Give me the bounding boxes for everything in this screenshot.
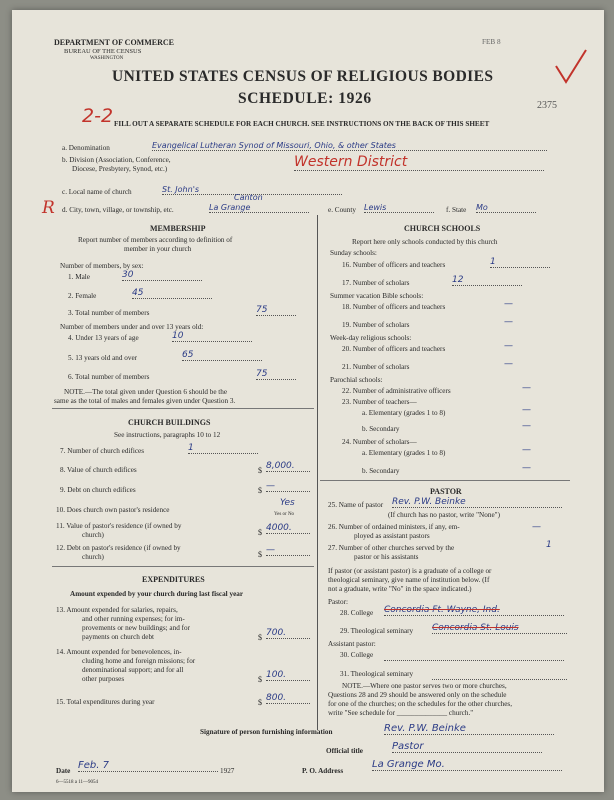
q12-label-2: church) bbox=[82, 553, 104, 561]
state-field[interactable]: Mo bbox=[476, 203, 536, 213]
q10-label: 10. Does church own pastor's residence bbox=[56, 506, 170, 514]
assistant-pastor-label: Assistant pastor: bbox=[328, 640, 376, 648]
residence-debt-field[interactable]: — bbox=[266, 545, 310, 556]
q31-label: 31. Theological seminary bbox=[340, 670, 414, 678]
weekday-scholars-field[interactable]: — bbox=[504, 359, 513, 369]
schools-heading: CHURCH SCHOOLS bbox=[404, 224, 481, 233]
membership-intro-2: member in your church bbox=[124, 245, 192, 253]
expenditures-heading: EXPENDITURES bbox=[142, 575, 205, 584]
divider bbox=[320, 480, 570, 481]
handwritten-annotation: 2-2 bbox=[82, 105, 114, 127]
date-label: Date bbox=[56, 767, 71, 775]
q14-label-3: denominational support; and for all bbox=[82, 666, 184, 674]
schools-intro: Report here only schools conducted by this church bbox=[352, 238, 498, 246]
divider bbox=[52, 566, 314, 567]
q9-label: 9. Debt on church edifices bbox=[60, 486, 136, 494]
instruction-banner: FILL OUT A SEPARATE SCHEDULE FOR EACH CHURCH. SEE INSTRUCTIONS ON THE BACK OF THIS SHEET bbox=[114, 120, 490, 128]
q24-label: 24. Number of scholars— bbox=[342, 438, 417, 446]
elementary-teachers-field[interactable]: — bbox=[522, 405, 531, 415]
local-name-label: c. Local name of church bbox=[62, 188, 132, 196]
pastor-sub-label: Pastor: bbox=[328, 598, 348, 606]
official-title-field[interactable]: Pastor bbox=[392, 741, 542, 753]
q4-label: 4. Under 13 years of age bbox=[68, 334, 139, 342]
owns-residence-field[interactable]: Yes bbox=[280, 498, 295, 508]
summer-schools-label: Summer vacation Bible schools: bbox=[330, 292, 424, 300]
schedule-title: SCHEDULE: 1926 bbox=[238, 90, 372, 107]
washington-label: WASHINGTON bbox=[90, 56, 124, 61]
graduate-instruction-2: theological seminary, give name of institution below. (If bbox=[328, 576, 490, 584]
q28-label: 28. College bbox=[340, 609, 374, 617]
form-title: UNITED STATES CENSUS OF RELIGIOUS BODIES bbox=[112, 68, 494, 85]
q13-label-2: and other running expenses; for im- bbox=[82, 615, 185, 623]
secondary-teachers-field[interactable]: — bbox=[522, 421, 531, 431]
total-expenditures-field[interactable]: 800. bbox=[266, 693, 310, 704]
q14-label-2: cluding home and foreign missions; for bbox=[82, 657, 196, 665]
county-label: e. County bbox=[328, 206, 356, 214]
pastor-note-4: write "See schedule for ______________ church." bbox=[328, 709, 474, 717]
pastor-college-field[interactable]: Concordia Ft. Wayne, Ind. bbox=[384, 605, 564, 616]
other-churches-field[interactable]: 1 bbox=[546, 540, 552, 550]
dollar-sign: $ bbox=[258, 528, 262, 537]
edifices-debt-field[interactable]: — bbox=[266, 481, 310, 492]
q19-label: 19. Number of scholars bbox=[342, 321, 410, 329]
graduate-instruction-3: not a graduate, write "No" in the space indicated.) bbox=[328, 585, 472, 593]
membership-heading: MEMBERSHIP bbox=[150, 224, 206, 233]
assistant-pastors-field[interactable]: — bbox=[532, 522, 541, 532]
q27-label: 27. Number of other churches served by the bbox=[328, 544, 455, 552]
q5-label: 5. 13 years old and over bbox=[68, 354, 138, 362]
q12-label: 12. Debt on pastor's residence (if owned by bbox=[56, 544, 181, 552]
q8-label: 8. Value of church edifices bbox=[60, 466, 137, 474]
po-address-field[interactable]: La Grange Mo. bbox=[372, 759, 562, 771]
q7-label: 7. Number of church edifices bbox=[60, 447, 145, 455]
q29-label: 29. Theological seminary bbox=[340, 627, 414, 635]
pastor-note-2: Questions 28 and 29 should be answered only on the schedule bbox=[328, 691, 507, 699]
running-expenses-field[interactable]: 700. bbox=[266, 628, 310, 639]
assistant-seminary-field[interactable] bbox=[432, 670, 567, 680]
checkmark-red-icon bbox=[552, 48, 592, 88]
state-label: f. State bbox=[446, 206, 467, 214]
bureau-label: BUREAU OF THE CENSUS bbox=[64, 48, 142, 55]
division-label-2: Diocese, Presbytery, Synod, etc.) bbox=[72, 165, 168, 173]
under-13-field[interactable]: 10 bbox=[172, 331, 252, 342]
local-name-field[interactable]: St. John's bbox=[162, 185, 342, 195]
sunday-schools-label: Sunday schools: bbox=[330, 249, 377, 257]
sunday-scholars-field[interactable]: 12 bbox=[452, 275, 522, 286]
q20-label: 20. Number of officers and teachers bbox=[342, 345, 446, 353]
q2-label: 2. Female bbox=[68, 292, 97, 300]
sunday-teachers-field[interactable]: 1 bbox=[490, 257, 550, 268]
signature-field[interactable]: Rev. P.W. Beinke bbox=[384, 723, 554, 735]
dollar-sign: $ bbox=[258, 550, 262, 559]
q25-label: 25. Name of pastor bbox=[328, 501, 384, 509]
edifices-count-field[interactable]: 1 bbox=[188, 443, 258, 454]
buildings-heading: CHURCH BUILDINGS bbox=[128, 418, 211, 427]
form-code-number: 2375 bbox=[537, 100, 557, 111]
q26-label: 26. Number of ordained ministers, if any, em- bbox=[328, 523, 460, 531]
assistant-college-field[interactable] bbox=[384, 651, 564, 661]
year-label: 1927 bbox=[220, 767, 235, 775]
city-field[interactable]: La Grange bbox=[209, 203, 309, 213]
q13-label-3: provements or new buildings; and for bbox=[82, 624, 190, 632]
membership-note: NOTE.—The total given under Question 6 should be the bbox=[64, 388, 228, 396]
signature-label: Signature of person furnishing information bbox=[200, 728, 333, 736]
membership-note-2: same as the total of males and females given under Question 3. bbox=[54, 397, 236, 405]
official-title-label: Official title bbox=[326, 747, 363, 755]
over-13-field[interactable]: 65 bbox=[182, 350, 262, 361]
weekday-teachers-field[interactable]: — bbox=[504, 341, 513, 351]
q23-label: 23. Number of teachers— bbox=[342, 398, 417, 406]
q6-label: 6. Total number of members bbox=[68, 373, 150, 381]
denomination-label: a. Denomination bbox=[62, 144, 110, 152]
q30-label: 30. College bbox=[340, 651, 374, 659]
r-mark: R bbox=[42, 198, 55, 218]
q11-label: 11. Value of pastor's residence (if owned by bbox=[56, 522, 182, 530]
pastor-note: NOTE.—Where one pastor serves two or more churches, bbox=[342, 682, 507, 690]
summer-scholars-field[interactable]: — bbox=[504, 317, 513, 327]
elementary-scholars-field[interactable]: — bbox=[522, 445, 531, 455]
edifices-value-field[interactable]: 8,000. bbox=[266, 461, 310, 472]
q3-label: 3. Total number of members bbox=[68, 309, 150, 317]
q24b-label: b. Secondary bbox=[362, 467, 400, 475]
pastor-seminary-field[interactable]: Concordia St. Louis bbox=[432, 623, 567, 634]
q18-label: 18. Number of officers and teachers bbox=[342, 303, 446, 311]
q14-label-4: other purposes bbox=[82, 675, 125, 683]
q14-label: 14. Amount expended for benevolences, in- bbox=[56, 648, 182, 656]
dollar-sign: $ bbox=[258, 486, 262, 495]
q13-label-4: payments on church debt bbox=[82, 633, 155, 641]
received-stamp: FEB 8 bbox=[482, 38, 501, 46]
q1-label: 1. Male bbox=[68, 273, 90, 281]
q17-label: 17. Number of scholars bbox=[342, 279, 410, 287]
department-label: DEPARTMENT OF COMMERCE bbox=[54, 38, 175, 47]
divider bbox=[52, 408, 314, 409]
q16-label: 16. Number of officers and teachers bbox=[342, 261, 446, 269]
male-field[interactable]: 30 bbox=[122, 270, 202, 281]
expenditures-subtitle: Amount expended by your church during last fiscal year bbox=[70, 590, 244, 598]
buildings-subtitle: See instructions, paragraphs 10 to 12 bbox=[114, 431, 221, 439]
city-field-canton[interactable]: Canton bbox=[234, 193, 263, 202]
pastor-name-field[interactable]: Rev. P.W. Beinke bbox=[392, 497, 562, 508]
dollar-sign: $ bbox=[258, 698, 262, 707]
members-by-sex-label: Number of members, by sex: bbox=[60, 262, 144, 270]
county-field[interactable]: Lewis bbox=[364, 203, 434, 213]
graduate-instruction: If pastor (or assistant pastor) is a graduate of a college or bbox=[328, 567, 492, 575]
census-form-sheet bbox=[12, 10, 604, 792]
q23a-label: a. Elementary (grades 1 to 8) bbox=[362, 409, 446, 417]
q13-label: 13. Amount expended for salaries, repairs, bbox=[56, 606, 178, 614]
female-field[interactable]: 45 bbox=[132, 288, 212, 299]
dollar-sign: $ bbox=[258, 675, 262, 684]
city-label: d. City, town, village, or township, etc. bbox=[62, 206, 174, 214]
age-label: Number of members under and over 13 years old: bbox=[60, 323, 204, 331]
yes-no-hint: Yes or No bbox=[274, 512, 295, 517]
q21-label: 21. Number of scholars bbox=[342, 363, 410, 371]
division-field[interactable]: Western District bbox=[294, 154, 544, 171]
form-number: 6—5518 a 11—9054 bbox=[56, 780, 99, 785]
pastor-none-hint: (If church has no pastor, write "None") bbox=[388, 511, 500, 519]
weekday-schools-label: Week-day religious schools: bbox=[330, 334, 412, 342]
column-divider bbox=[317, 215, 318, 730]
total-members-field[interactable]: 75 bbox=[256, 305, 296, 316]
dollar-sign: $ bbox=[258, 633, 262, 642]
secondary-scholars-field[interactable]: — bbox=[522, 463, 531, 473]
q11-label-2: church) bbox=[82, 531, 104, 539]
dollar-sign: $ bbox=[258, 466, 262, 475]
benevolence-field[interactable]: 100. bbox=[266, 670, 310, 681]
q22-label: 22. Number of administrative officers bbox=[342, 387, 451, 395]
residence-value-field[interactable]: 4000. bbox=[266, 523, 310, 534]
q23b-label: b. Secondary bbox=[362, 425, 400, 433]
membership-intro: Report number of members according to definition of bbox=[78, 236, 233, 244]
parochial-admin-field[interactable]: — bbox=[522, 383, 531, 393]
pastor-note-3: for one of the churches; on the schedules for the other churches, bbox=[328, 700, 513, 708]
denomination-field[interactable]: Evangelical Lutheran Synod of Missouri, Ohio, & other States bbox=[152, 141, 547, 151]
division-label: b. Division (Association, Conference, bbox=[62, 156, 171, 164]
summer-teachers-field[interactable]: — bbox=[504, 299, 513, 309]
q26-label-2: ployed as assistant pastors bbox=[354, 532, 430, 540]
pastor-heading: PASTOR bbox=[430, 487, 462, 496]
po-address-label: P. O. Address bbox=[302, 767, 344, 775]
parochial-schools-label: Parochial schools: bbox=[330, 376, 383, 384]
total-members-2-field[interactable]: 75 bbox=[256, 369, 296, 380]
date-field[interactable]: Feb. 7 bbox=[78, 760, 218, 772]
q24a-label: a. Elementary (grades 1 to 8) bbox=[362, 449, 446, 457]
q15-label: 15. Total expenditures during year bbox=[56, 698, 155, 706]
q27-label-2: pastor or his assistants bbox=[354, 553, 419, 561]
